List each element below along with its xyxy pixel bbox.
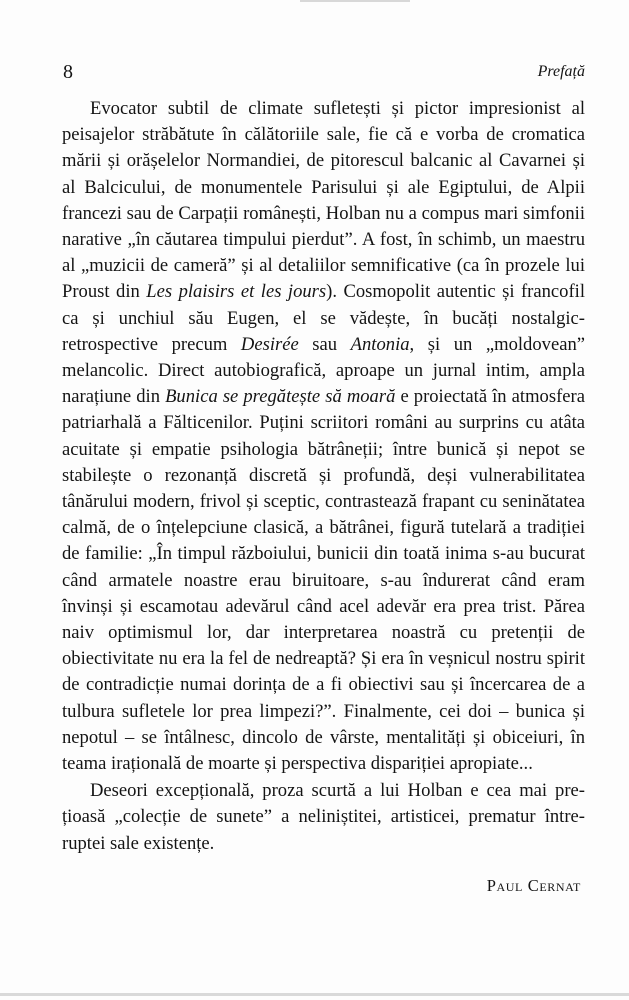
top-edge-rule (300, 0, 410, 2)
book-title: Desirée (240, 333, 299, 355)
text-run: Evocator subtil de climate sufletești și pictor impresionist al peisajelor străbătute în călătoriile sale, fie că e vorba de cromatica mării și orășelelor Normandiei, de pitorescul balcanic al Cavarnei și al Balcicului, de monumentele Parisului și ale Egiptului, de Alpii francezi sau de Carpații românești, Holban nu a compus mari simfonii narative „în căutarea timpului pierdut”. A fost, în schimb, un maestru al „muzicii de cameră” și al detaliilor semnificative (ca în prozele lui Proust din (62, 98, 585, 303)
running-head: Prefață (537, 63, 585, 80)
page-number: 8 (63, 61, 73, 83)
bottom-edge-rule (0, 993, 629, 996)
book-title: Les plaisirs et les jours (146, 281, 327, 303)
text-run: , și un „moldovean” melancolic. Direct autobiografică, aproape un jurnal intim, ampla narațiune din (62, 333, 585, 408)
body-text (62, 96, 585, 857)
text-run: sau (298, 333, 351, 355)
paragraph-1 (62, 96, 585, 777)
book-title: Bunica se pregătește să moară (165, 386, 396, 408)
author-signature: Paul Cernat (486, 876, 581, 895)
text-run: e proiectată în atmosfera patriarhală a Fălticenilor. Puțini scriitori români au surprins cu atâta acuitate și empatie psihologia bătrâneții; între bunică și nepot se stabilește o rezonanță discretă și profundă, deși vulnerabilitatea tânărului modern, frivol și sceptic, contrastează frapant cu seninătatea calmă, de o înțelepciune clasică, a bătrânei, figură tutelară a tradiției de familie: „În timpul războiului, bunicii din toată inima s-au bucurat când armatele noastre erau biruitoare, s-au îndurerat când eram învinși și escamotau adevărul când acel adevăr era prea trist. Părea naiv optimismul lor, dar interpretarea noastră cu pretenții de obiectivitate nu era la fel de nedreaptă? Și era în veșnicul nostru spirit de contradicție numai dorința de a fi obiectivi sau și încercarea de a tulbura sufletele lor prea limpezi?”. Finalmente, cei doi – bunica și nepotul – se întâlnesc, dincolo de vârste, mentalități și obiceiuri, în teama irațională de moarte și perspectiva dispariției apropiate... (62, 386, 585, 775)
text-run: ). Cosmopolit autentic și francofil ca și unchiul său Eugen, el se vădește, în bucăți nostalgic-retrospective precum (62, 281, 585, 355)
paragraph-2 (62, 778, 585, 857)
text-run: Deseori excepțională, proza scurtă a lui Holban e cea mai prețioasă „colecție de sunete” a neliniștitei, artisticei, prematur întreruptei sale existențe. (62, 780, 585, 854)
book-title: Antonia (350, 333, 410, 355)
